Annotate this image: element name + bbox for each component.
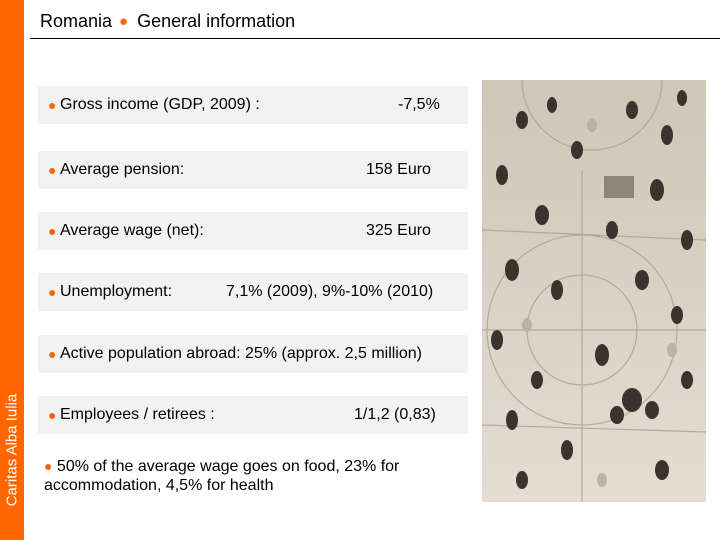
note-text: 50% of the average wage goes on food, 23% for accommodation, 4,5% for health: [44, 458, 400, 494]
header-section: General information: [137, 11, 296, 31]
row-value: 325 Euro: [366, 222, 431, 239]
info-row-wage: [38, 212, 468, 250]
crowd-photo-illustration: [482, 80, 706, 502]
info-row-employees-retirees: [38, 396, 468, 434]
row-label: Gross income (GDP, 2009) :: [60, 96, 260, 113]
bullet-dot-icon: ●: [48, 284, 57, 300]
bullet-dot-icon: ●: [44, 458, 53, 474]
info-row-unemployment: [38, 273, 468, 311]
bullet-dot-icon: ●: [119, 13, 129, 30]
bullet-dot-icon: ●: [48, 346, 57, 362]
row-value: 7,1% (2009), 9%-10% (2010): [226, 283, 434, 300]
header-country: Romania: [40, 11, 113, 31]
spending-note: [44, 457, 464, 495]
row-value: -7,5%: [398, 96, 440, 113]
row-value: 1/1,2 (0,83): [354, 406, 436, 423]
bullet-dot-icon: ●: [48, 97, 57, 113]
sidebar-label: Caritas Alba Iulia: [3, 393, 21, 507]
info-row-gdp: [38, 86, 468, 124]
row-label: Employees / retirees :: [60, 406, 215, 423]
row-label: Active population abroad: 25% (approx. 2,5 million): [60, 345, 422, 362]
info-row-population-abroad: [38, 335, 468, 373]
row-label: Average wage (net):: [60, 222, 204, 239]
sidebar-bar: [0, 0, 24, 540]
info-row-pension: [38, 151, 468, 189]
slide-header: [40, 11, 295, 32]
bullet-dot-icon: ●: [48, 223, 57, 239]
row-label: Unemployment:: [60, 283, 173, 300]
bullet-dot-icon: ●: [48, 162, 57, 178]
crowd-photo: [482, 80, 706, 502]
header-divider: [30, 38, 720, 39]
row-value: 158 Euro: [366, 161, 431, 178]
bullet-dot-icon: ●: [48, 407, 57, 423]
row-label: Average pension:: [60, 161, 185, 178]
